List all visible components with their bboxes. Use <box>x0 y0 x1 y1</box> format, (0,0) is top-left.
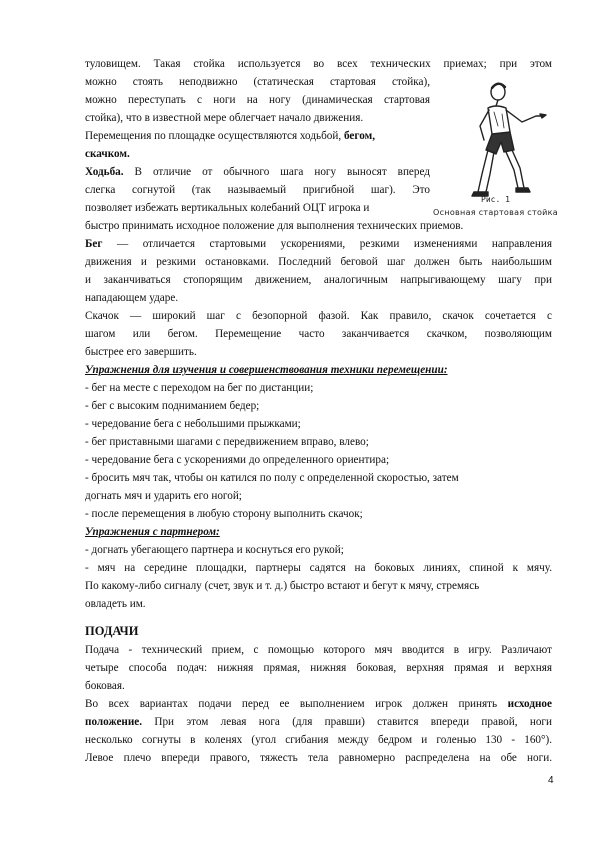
list-item: - бросить мяч так, чтобы он катился по полу с определенной скоростью, затем <box>85 472 459 484</box>
text-line: Подача - технический прием, с помощью которого мяч вводится в игру. Различают <box>85 644 552 656</box>
list-item: - мяч на середине площадки, партнеры садятся на боковых линиях, спиной к мячу. <box>85 562 552 574</box>
bold-term: Бег <box>85 238 103 250</box>
list-item: - после перемещения в любую сторону выполнить скачок; <box>85 508 363 520</box>
list-item: догнать мяч и ударить его ногой; <box>85 490 242 502</box>
text-line: слегка согнутой (так называемый пригибной шаг). Это <box>85 184 430 196</box>
text-fragment: — отличается стартовыми ускорениями, резкими изменениями направления <box>102 238 552 250</box>
text-line: стойка), что в известной мере облегчает начало движения. <box>85 112 364 124</box>
partner-heading: Упражнения с партнером: <box>85 526 220 538</box>
section-title: ПОДАЧИ <box>85 624 139 638</box>
text-line <box>85 129 375 143</box>
text-line <box>85 237 552 251</box>
exercises-heading: Упражнения для изучения и совершенствования техники перемещении: <box>85 364 448 376</box>
list-item: - чередование бега с небольшими прыжками; <box>85 418 301 430</box>
text-line: шагом или бегом. Перемещение часто заканчивается скачком, позволяющим <box>85 328 552 340</box>
list-item: - бег на месте с переходом на бег по дистанции; <box>85 382 314 394</box>
text-line: и заканчиваться стопорящим движением, аналогичным напрыгивающему шагу при <box>85 274 552 286</box>
text-line: быстрее его завершить. <box>85 346 197 358</box>
list-item: - догнать убегающего партнера и коснуться его рукой; <box>85 544 344 556</box>
text-line: четыре способа подач: нижняя прямая, нижняя боковая, верхняя прямая и верхняя <box>85 662 552 674</box>
text-fragment: При этом левая нога (для правши) ставится впереди правой, ноги <box>142 716 552 728</box>
list-item: - чередование бега с ускорениями до определенного ориентира; <box>85 454 390 466</box>
page-number: 4 <box>548 775 554 786</box>
text-line: можно переступать с ноги на ногу (динамическая стартовая <box>85 94 430 106</box>
text-line <box>85 697 552 711</box>
text-line: Скачок — широкий шаг с безопорной фазой. Как правило, скачок сочетается с <box>85 310 552 322</box>
bold-term: бегом, <box>343 130 375 142</box>
text-line: По какому-либо сигналу (счет, звук и т. д.) быстро встают и бегут к мячу, стремясь <box>85 580 480 592</box>
text-line: боковая. <box>85 680 125 692</box>
text-fragment: В отличие от обычного шага ногу выносят вперед <box>123 166 430 178</box>
volleyball-player-stance-drawing-icon <box>458 70 578 210</box>
text-fragment: Во всех вариантах подачи перед ее выполнением игрок должен принять <box>85 698 508 710</box>
text-line: нападающем ударе. <box>85 292 179 304</box>
text-line: Левое плечо впереди правого, тяжесть тела равномерно распределена на обе ноги. <box>85 752 552 764</box>
list-item: - бег с высоким подниманием бедер; <box>85 400 260 412</box>
bold-term: положение. <box>85 716 143 728</box>
text-line: несколько согнуты в коленях (угол сгибания между бедром и голенью 130 - 160°). <box>85 734 552 746</box>
bold-term: скачком. <box>85 148 130 160</box>
bold-term: исходное <box>507 698 552 710</box>
figure-caption: Основная стартовая стойка <box>433 208 558 217</box>
list-item: - бег приставными шагами с передвижением вправо, влево; <box>85 436 369 448</box>
text-line: позволяет избежать вертикальных колебаний ОЦТ игрока и <box>85 202 370 214</box>
text-line: быстро принимать исходное положение для выполнения технических приемов. <box>85 220 464 232</box>
bold-term: Ходьба. <box>85 166 124 178</box>
text-line <box>85 165 430 179</box>
figure-number: Рис. 1 <box>481 195 510 204</box>
text-line: овладеть им. <box>85 598 146 610</box>
text-line: туловищем. Такая стойка используется во всех технических приемах; при этом <box>85 58 552 70</box>
text-line <box>85 715 552 729</box>
text-line: можно стоять неподвижно (статическая стартовая стойка), <box>85 76 430 88</box>
text-fragment: Перемещения по площадке осуществляются ходьбой, <box>85 130 344 142</box>
text-line: движения и резкими остановками. Последний беговой шаг должен быть наибольшим <box>85 256 552 268</box>
